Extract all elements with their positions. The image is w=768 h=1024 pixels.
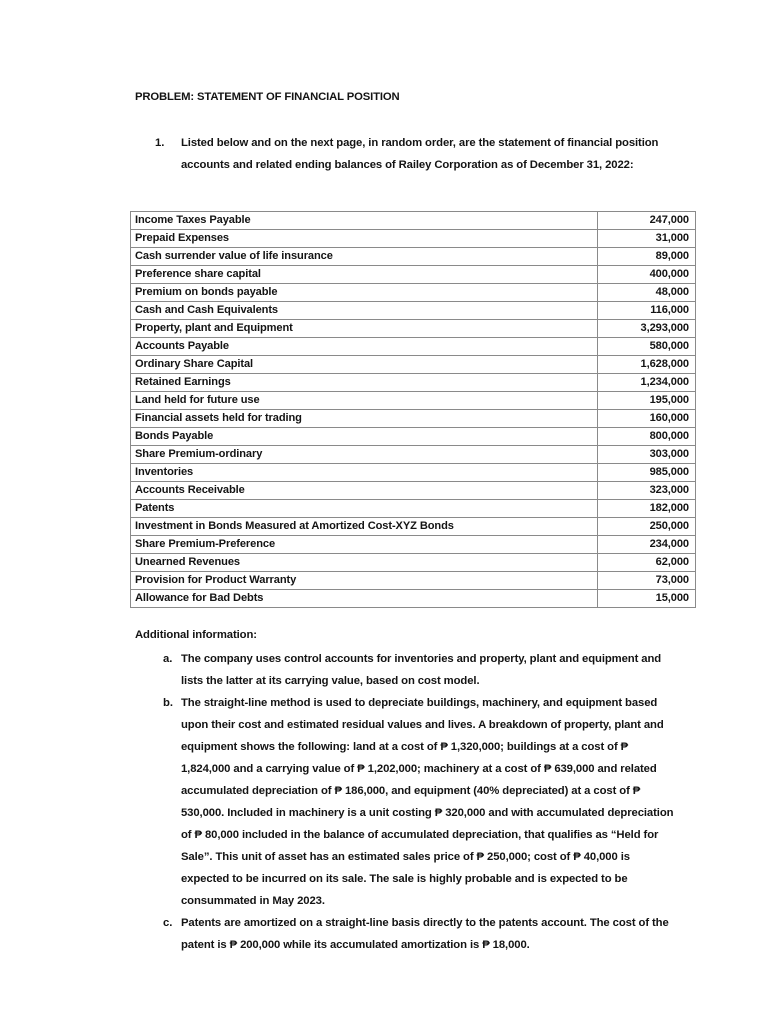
account-balance-cell: 580,000 [598, 338, 696, 356]
account-balance-cell: 182,000 [598, 500, 696, 518]
account-name-cell: Provision for Product Warranty [131, 572, 598, 590]
account-name-cell: Property, plant and Equipment [131, 320, 598, 338]
list-item-marker: b. [163, 697, 174, 709]
account-name-cell: Ordinary Share Capital [131, 356, 598, 374]
list-item [163, 912, 679, 956]
account-name-cell: Unearned Revenues [131, 554, 598, 572]
additional-information-list [163, 648, 679, 956]
account-balance-cell: 250,000 [598, 518, 696, 536]
list-item-marker: c. [163, 917, 173, 929]
additional-information-heading: Additional information: [135, 629, 257, 641]
account-balance-cell: 73,000 [598, 572, 696, 590]
account-name-cell: Premium on bonds payable [131, 284, 598, 302]
accounts-table [130, 211, 696, 608]
table-row [131, 374, 696, 392]
account-balance-cell: 62,000 [598, 554, 696, 572]
account-name-cell: Preference share capital [131, 266, 598, 284]
table-row [131, 212, 696, 230]
account-name-cell: Cash and Cash Equivalents [131, 302, 598, 320]
table-row [131, 230, 696, 248]
table-row [131, 590, 696, 608]
account-balance-cell: 116,000 [598, 302, 696, 320]
page-title: PROBLEM: STATEMENT OF FINANCIAL POSITION [135, 91, 400, 103]
list-item [163, 692, 679, 912]
account-balance-cell: 800,000 [598, 428, 696, 446]
list-item-marker: a. [163, 653, 173, 665]
account-name-cell: Land held for future use [131, 392, 598, 410]
intro-list-marker: 1. [155, 137, 165, 149]
account-name-cell: Cash surrender value of life insurance [131, 248, 598, 266]
account-balance-cell: 89,000 [598, 248, 696, 266]
account-name-cell: Bonds Payable [131, 428, 598, 446]
accounts-table-body [131, 212, 696, 608]
account-name-cell: Prepaid Expenses [131, 230, 598, 248]
account-balance-cell: 985,000 [598, 464, 696, 482]
account-balance-cell: 247,000 [598, 212, 696, 230]
table-row [131, 320, 696, 338]
table-row [131, 392, 696, 410]
account-balance-cell: 48,000 [598, 284, 696, 302]
account-name-cell: Financial assets held for trading [131, 410, 598, 428]
table-row [131, 572, 696, 590]
table-row [131, 446, 696, 464]
account-balance-cell: 195,000 [598, 392, 696, 410]
account-name-cell: Share Premium-ordinary [131, 446, 598, 464]
table-row [131, 338, 696, 356]
list-item [163, 648, 679, 692]
account-balance-cell: 323,000 [598, 482, 696, 500]
table-row [131, 428, 696, 446]
account-balance-cell: 400,000 [598, 266, 696, 284]
table-row [131, 302, 696, 320]
list-item-text: Patents are amortized on a straight-line basis directly to the patents account. The cost of the patent is ₱ 200,000 while its accumulated amortization is ₱ 18,000. [181, 917, 669, 951]
table-row [131, 482, 696, 500]
table-row [131, 410, 696, 428]
account-name-cell: Accounts Receivable [131, 482, 598, 500]
account-balance-cell: 1,628,000 [598, 356, 696, 374]
table-row [131, 500, 696, 518]
intro-list-item [155, 132, 675, 176]
account-name-cell: Accounts Payable [131, 338, 598, 356]
account-name-cell: Share Premium-Preference [131, 536, 598, 554]
account-balance-cell: 15,000 [598, 590, 696, 608]
list-item-text: The straight-line method is used to depreciate buildings, machinery, and equipment based upon their cost and estimated residual values and lives. A breakdown of property, plant and equipment shows the following: land at a cost of ₱ 1,320,000; buildings at a cost of ₱ 1,824,000 and a carrying value of ₱ 1,202,000; machinery at a cost of ₱ 639,000 and related accumulated depreciation of ₱ 186,000, and equipment (40% depreciated) at a cost of ₱ 530,000. Included in machinery is a unit costing ₱ 320,000 and with accumulated depreciation of ₱ 80,000 included in the balance of accumulated depreciation, that qualifies as “Held for Sale”. This unit of asset has an estimated sales price of ₱ 250,000; cost of ₱ 40,000 is expected to be incurred on its sale. The sale is highly probable and is expected to be consummated in May 2023. [181, 697, 674, 907]
table-row [131, 518, 696, 536]
table-row [131, 464, 696, 482]
table-row [131, 266, 696, 284]
intro-list-text: Listed below and on the next page, in random order, are the statement of financial position accounts and related ending balances of Railey Corporation as of December 31, 2022: [181, 137, 659, 171]
account-name-cell: Retained Earnings [131, 374, 598, 392]
account-balance-cell: 3,293,000 [598, 320, 696, 338]
table-row [131, 554, 696, 572]
account-balance-cell: 31,000 [598, 230, 696, 248]
account-name-cell: Patents [131, 500, 598, 518]
account-balance-cell: 160,000 [598, 410, 696, 428]
account-balance-cell: 1,234,000 [598, 374, 696, 392]
account-name-cell: Investment in Bonds Measured at Amortized Cost-XYZ Bonds [131, 518, 598, 536]
account-balance-cell: 234,000 [598, 536, 696, 554]
list-item-text: The company uses control accounts for inventories and property, plant and equipment and lists the latter at its carrying value, based on cost model. [181, 653, 662, 687]
table-row [131, 248, 696, 266]
table-row [131, 536, 696, 554]
table-row [131, 284, 696, 302]
account-name-cell: Income Taxes Payable [131, 212, 598, 230]
account-name-cell: Allowance for Bad Debts [131, 590, 598, 608]
account-name-cell: Inventories [131, 464, 598, 482]
table-row [131, 356, 696, 374]
account-balance-cell: 303,000 [598, 446, 696, 464]
